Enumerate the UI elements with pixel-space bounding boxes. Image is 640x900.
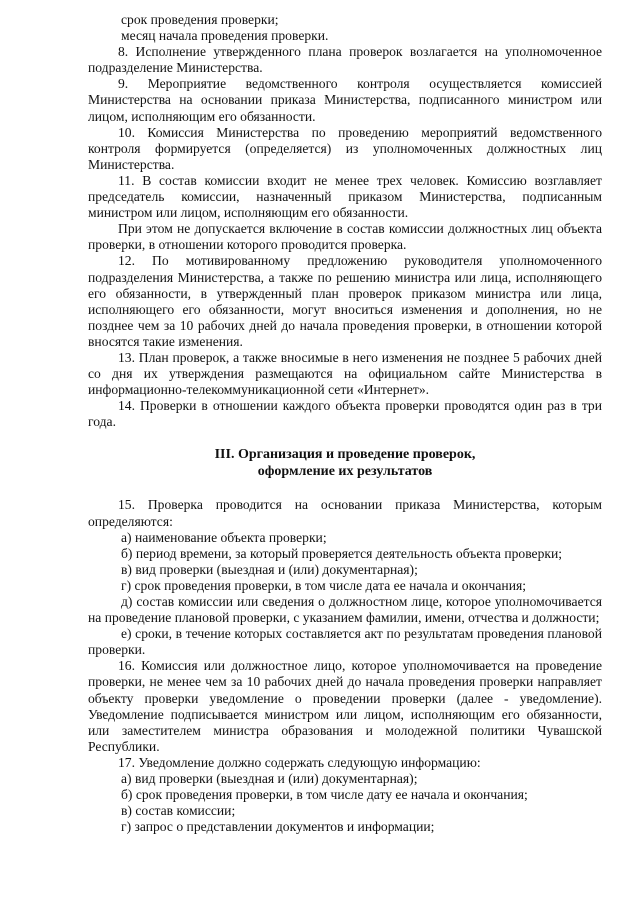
list-item: б) срок проведения проверки, в том числе дату ее начала и окончания; bbox=[121, 787, 528, 803]
paragraph-16: 16. Комиссия или должностное лицо, которое уполномочивается на проведение проверки, не менее чем за 10 рабочих дней до начала проведения проверки направляет объекту проверки уведомление о проведении проверки (далее - уведомление). Уведомление подписывается министром или лицом, исполняющим его обязанности, или заместителем министра образования и молодежной политики Чувашской Республики. bbox=[88, 658, 602, 754]
list-item: д) состав комиссии или сведения о должностном лице, которое уполномочивается на проведение плановой проверки, с указанием фамилии, имени, отчества и должности; bbox=[88, 594, 602, 626]
list-item: в) вид проверки (выездная и (или) документарная); bbox=[121, 561, 418, 577]
paragraph-10: 10. Комиссия Министерства по проведению мероприятий ведомственного контроля формируется (определяется) из уполномоченных должностных лиц Министерства. bbox=[88, 124, 602, 172]
list-item: г) срок проведения проверки, в том числе дата ее начала и окончания; bbox=[121, 577, 527, 593]
paragraph-17: 17. Уведомление должно содержать следующую информацию: bbox=[118, 754, 481, 770]
list-line: срок проведения проверки; bbox=[121, 12, 279, 27]
paragraph-12: 12. По мотивированному предложению руководителя уполномоченного подразделения Министерства, а также по решению министра или лица, исполняющего его обязанности, в утвержденный план проверок приказом министра или лица, исполняющего его обязанности, могут вноситься изменения и дополнения, но не позднее чем за 10 рабочих дней до начала проведения проверки, в отношении которой вносятся такие изменения. bbox=[88, 253, 602, 349]
paragraph-13: 13. План проверок, а также вносимые в него изменения не позднее 5 рабочих дней со дня их утверждения размещаются на официальном сайте Министерства в информационно-телекоммуникационной сети «Интернет». bbox=[88, 349, 602, 398]
paragraph-8: 8. Исполнение утвержденного плана проверок возлагается на уполномоченное подразделение Министерства. bbox=[88, 44, 602, 76]
section-heading-line-2: оформление их результатов bbox=[257, 463, 433, 479]
list-item: а) вид проверки (выездная и (или) документарная); bbox=[121, 771, 418, 787]
section-heading-line-1: III. Организация и проведение проверок, bbox=[214, 447, 476, 463]
paragraph-11: 11. В состав комиссии входит не менее трех человек. Комиссию возглавляет председатель комиссии, назначенный приказом Министерства, подписанным министром или лицом, исполняющим его обязанности. bbox=[88, 172, 602, 221]
list-item: а) наименование объекта проверки; bbox=[121, 529, 327, 545]
paragraph-9: 9. Мероприятие ведомственного контроля осуществляется комиссией Министерства на основании приказа Министерства, подписанного министром или лицом, исполняющим его обязанности. bbox=[88, 76, 602, 124]
list-item: г) запрос о представлении документов и информации; bbox=[121, 819, 435, 835]
paragraph-11-continued: При этом не допускается включение в состав комиссии должностных лиц объекта проверки, в отношении которого проводится проверка. bbox=[88, 221, 602, 253]
paragraph-14: 14. Проверки в отношении каждого объекта проверки проводятся один раз в три года. bbox=[88, 398, 602, 430]
list-item: б) период времени, за который проверяется деятельность объекта проверки; bbox=[121, 545, 563, 561]
paragraph-15: 15. Проверка проводится на основании приказа Министерства, которым определяются: bbox=[88, 497, 602, 529]
list-item: е) сроки, в течение которых составляется акт по результатам проведения плановой проверки. bbox=[88, 626, 602, 658]
list-line: месяц начала проведения проверки. bbox=[121, 28, 329, 44]
list-item: в) состав комиссии; bbox=[121, 803, 236, 819]
section-heading bbox=[88, 447, 602, 480]
